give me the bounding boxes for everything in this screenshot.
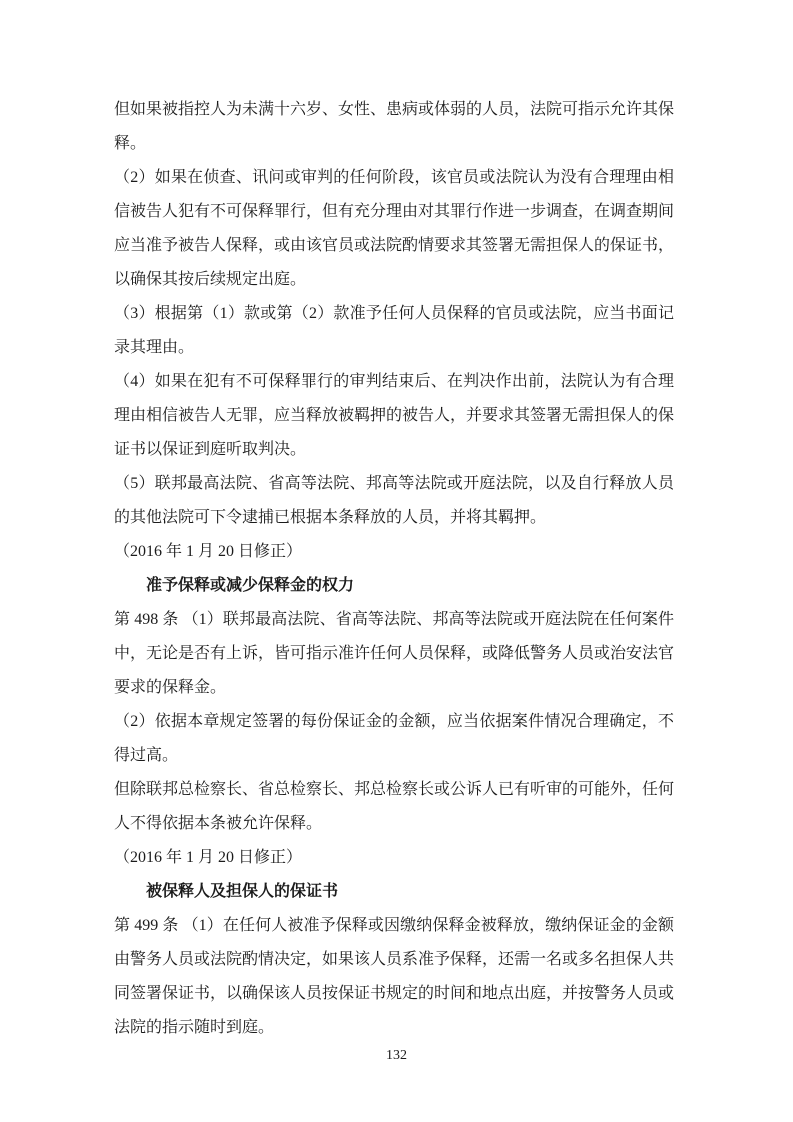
text-line: 第 498 条 （1）联邦最高法院、省高等法院、邦高等法院或开庭法院在任何案件 bbox=[114, 611, 674, 628]
text-line: 由警务人员或法院酌情决定，如果该人员系准予保释，还需一名或多名担保人共 bbox=[114, 951, 675, 968]
paragraph bbox=[114, 93, 674, 161]
paragraph bbox=[114, 773, 674, 841]
text-line: 但如果被指控人为未满十六岁、女性、患病或体弱的人员，法院可指示允许其保 bbox=[114, 101, 675, 118]
page-number: 132 bbox=[386, 1048, 407, 1063]
section-heading bbox=[114, 569, 674, 603]
text-line: 的其他法院可下令逮捕已根据本条释放的人员，并将其羁押。 bbox=[114, 509, 547, 526]
section-heading bbox=[114, 875, 674, 909]
paragraph bbox=[114, 161, 674, 297]
text-line: （2）依据本章规定签署的每份保证金的金额，应当依据案件情况合理确定，不 bbox=[114, 713, 674, 730]
text-line: 第 499 条 （1）在任何人被准予保释或因缴纳保释金被释放，缴纳保证金的金额 bbox=[114, 917, 674, 934]
text-line: （2016 年 1 月 20 日修正） bbox=[114, 543, 303, 560]
paragraph bbox=[114, 909, 674, 1045]
text-line: 准予保释或减少保释金的权力 bbox=[146, 577, 355, 594]
text-line: 释。 bbox=[114, 135, 147, 152]
paragraph bbox=[114, 705, 674, 773]
text-line: 人不得依据本条被允许保释。 bbox=[114, 815, 323, 832]
text-line: 法院的指示随时到庭。 bbox=[114, 1019, 275, 1036]
text-line: 信被告人犯有不可保释罪行，但有充分理由对其罪行作进一步调查，在调查期间 bbox=[114, 203, 675, 220]
text-line: （5）联邦最高法院、省高等法院、邦高等法院或开庭法院，以及自行释放人员 bbox=[114, 475, 674, 492]
document-body bbox=[114, 93, 674, 1045]
text-line: 被保释人及担保人的保证书 bbox=[146, 883, 339, 900]
text-line: 以确保其按后续规定出庭。 bbox=[114, 271, 307, 288]
text-line: 要求的保释金。 bbox=[114, 679, 227, 696]
text-line: 得过高。 bbox=[114, 747, 179, 764]
amendment-note bbox=[114, 535, 674, 569]
amendment-note bbox=[114, 841, 674, 875]
paragraph bbox=[114, 603, 674, 705]
text-line: （2016 年 1 月 20 日修正） bbox=[114, 849, 303, 866]
text-line: （2）如果在侦查、讯问或审判的任何阶段，该官员或法院认为没有合理理由相 bbox=[114, 169, 674, 186]
paragraph bbox=[114, 297, 674, 365]
text-line: 同签署保证书，以确保该人员按保证书规定的时间和地点出庭，并按警务人员或 bbox=[114, 985, 675, 1002]
text-line: （4）如果在犯有不可保释罪行的审判结束后、在判决作出前，法院认为有合理 bbox=[114, 373, 674, 390]
text-line: 录其理由。 bbox=[114, 339, 195, 356]
text-line: 理由相信被告人无罪，应当释放被羁押的被告人，并要求其签署无需担保人的保 bbox=[114, 407, 675, 424]
text-line: 中，无论是否有上诉，皆可指示准许任何人员保释，或降低警务人员或治安法官 bbox=[114, 645, 675, 662]
page-footer bbox=[0, 1046, 793, 1066]
text-line: 应当准予被告人保释，或由该官员或法院酌情要求其签署无需担保人的保证书， bbox=[114, 237, 675, 254]
paragraph bbox=[114, 467, 674, 535]
text-line: 但除联邦总检察长、省总检察长、邦总检察长或公诉人已有听审的可能外，任何 bbox=[114, 781, 675, 798]
paragraph bbox=[114, 365, 674, 467]
text-line: （3）根据第（1）款或第（2）款准予任何人员保释的官员或法院，应当书面记 bbox=[114, 305, 674, 322]
text-line: 证书以保证到庭听取判决。 bbox=[114, 441, 307, 458]
